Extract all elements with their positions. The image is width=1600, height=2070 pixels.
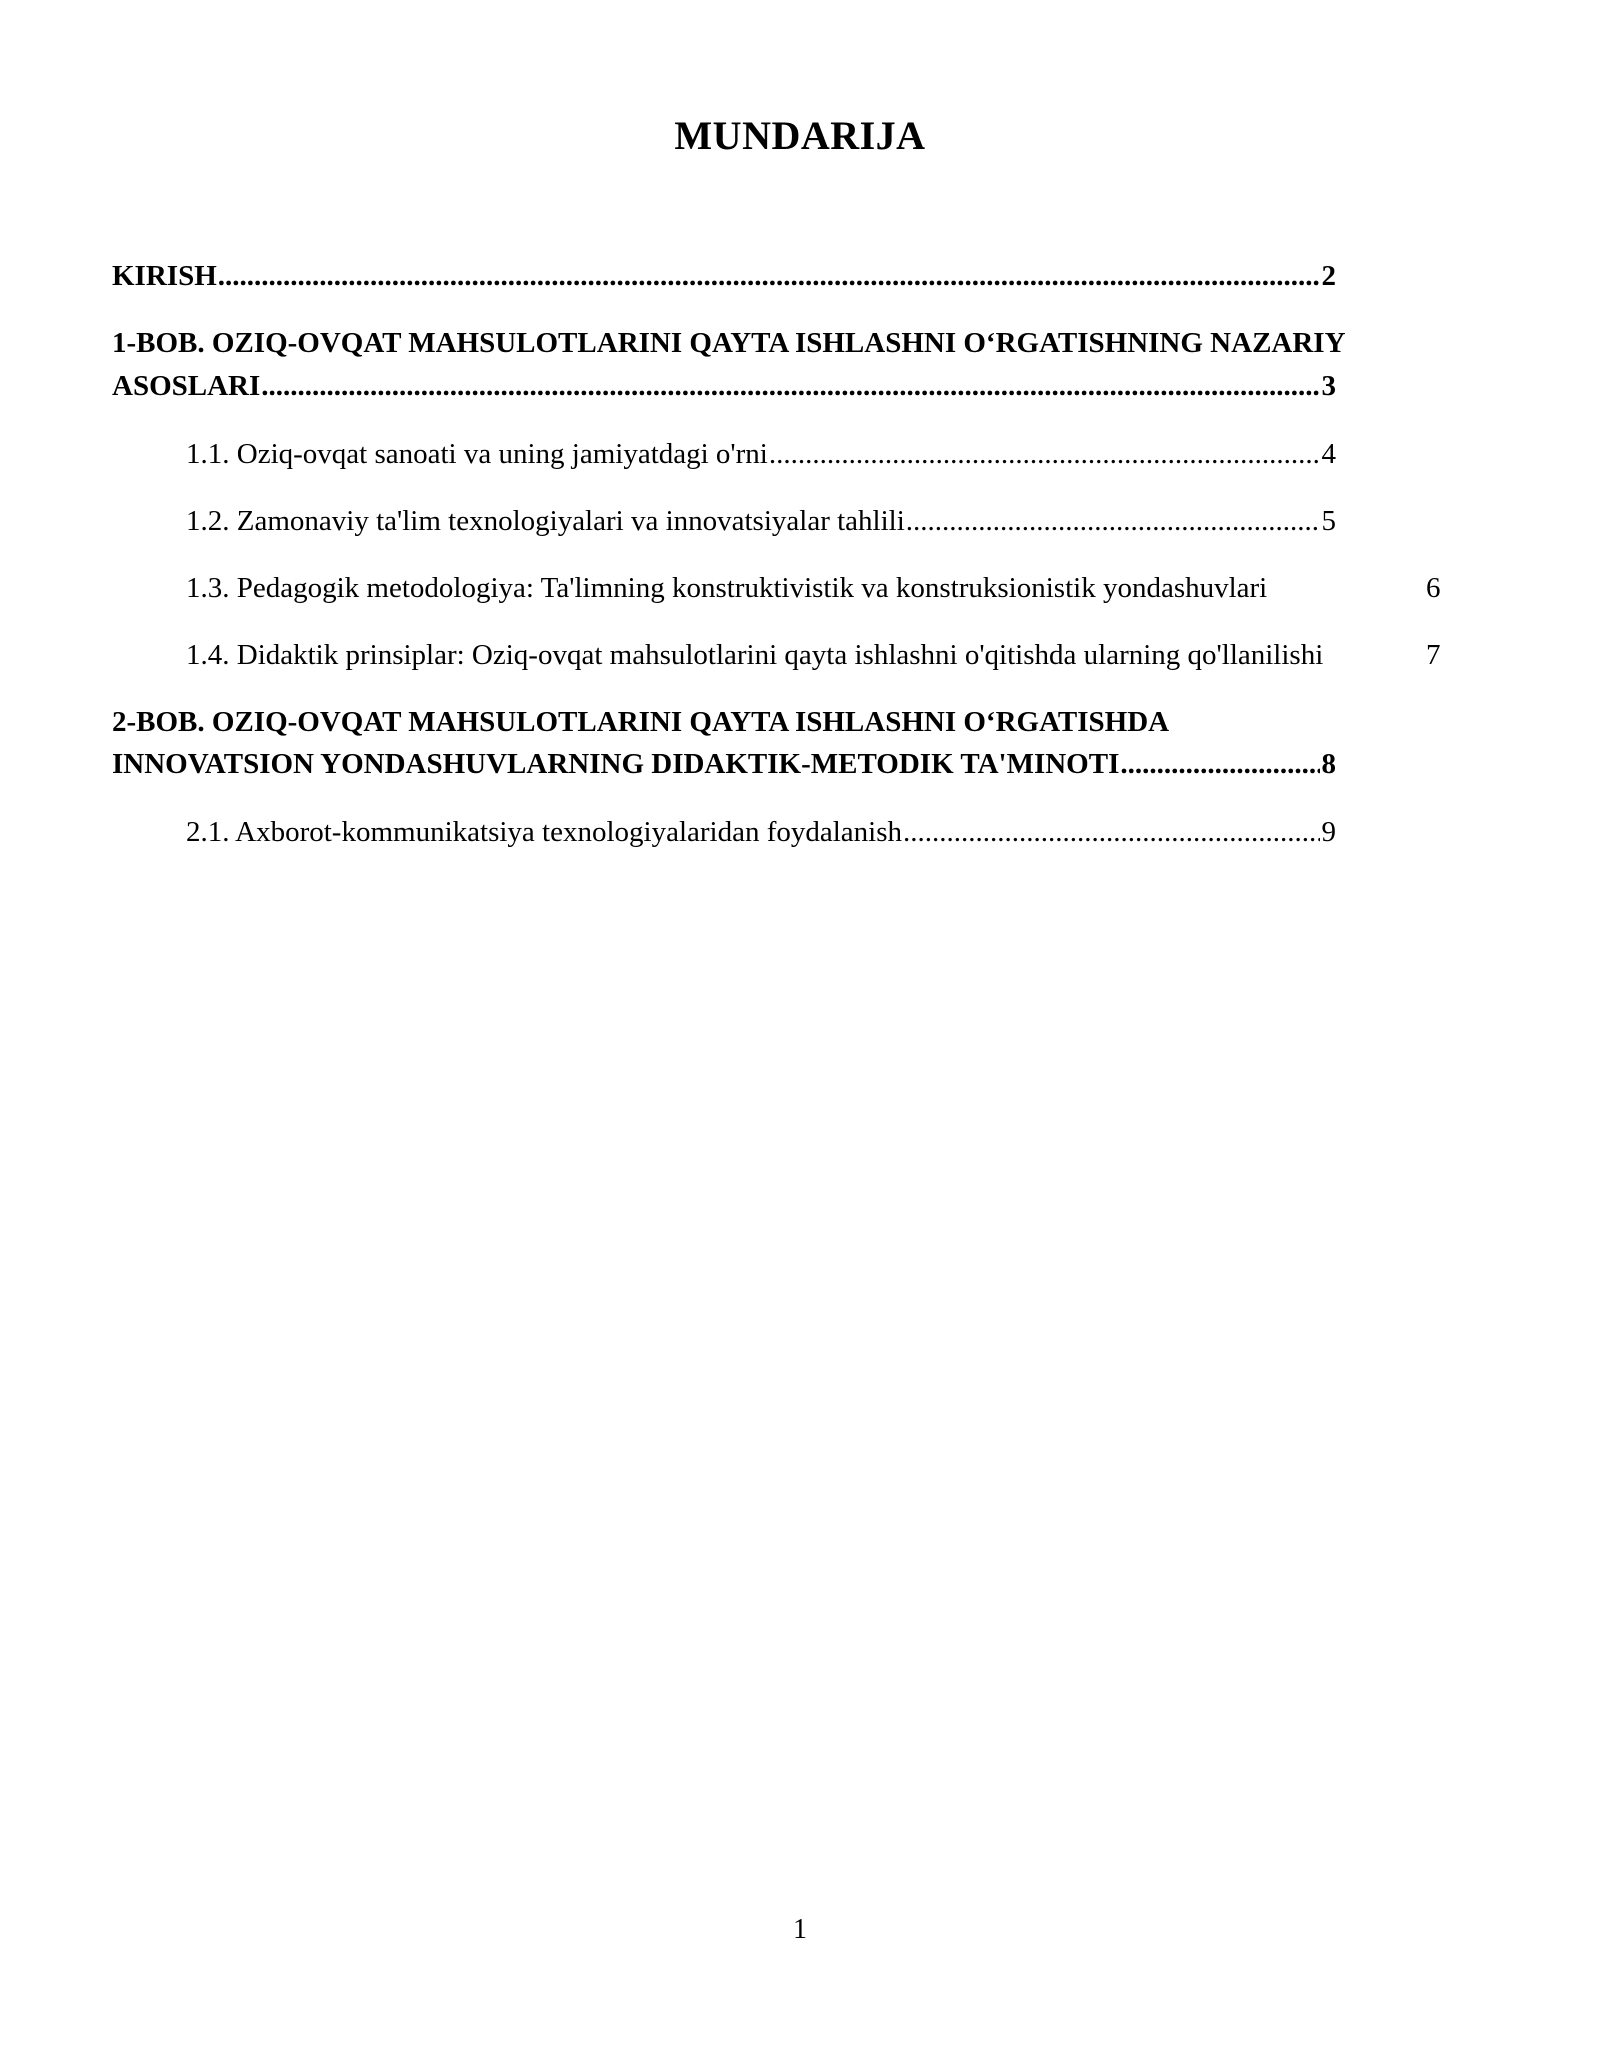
toc-leader-dots xyxy=(261,366,1319,406)
toc-entry-chapter1 xyxy=(112,366,1336,406)
toc-entry-text: KIRISH xyxy=(112,260,217,292)
toc-entry-section-1-3-text: 1.3. Pedagogik metodologiya: Ta'limning konstruktivistik va konstruksionistik yondashuvlari xyxy=(186,572,1268,604)
toc-page-number: 3 xyxy=(1321,370,1336,402)
toc-entry-section-1-2 xyxy=(186,501,1336,541)
toc-entry-text: 1.1. Oziq-ovqat sanoati va uning jamiyatdagi o'rni xyxy=(186,438,768,470)
toc-page-number: 5 xyxy=(1321,505,1336,537)
toc-leader-dots xyxy=(769,434,1320,474)
toc-page-number: 9 xyxy=(1321,816,1336,848)
toc-page-number: 4 xyxy=(1321,438,1336,470)
toc-entry-section-1-1 xyxy=(186,434,1336,474)
toc-entry-section-1-4-page: 7 xyxy=(1426,639,1441,671)
toc-entry-text: 1.2. Zamonaviy ta'lim texnologiyalari va innovatsiyalar tahlili xyxy=(186,505,905,537)
toc-entry-text: 2.1. Axborot-kommunikatsiya texnologiyalaridan foydalanish xyxy=(186,816,903,848)
toc-entry-section-2-1 xyxy=(186,812,1336,852)
toc-entry-chapter2 xyxy=(112,744,1336,784)
toc-chapter2-line1: 2-BOB. OZIQ-OVQAT MAHSULOTLARINI QAYTA ISHLASHNI O‘RGATISHDA xyxy=(112,706,1170,738)
toc-leader-dots xyxy=(903,812,1319,852)
toc-entry-section-1-4-text: 1.4. Didaktik prinsiplar: Oziq-ovqat mahsulotlarini qayta ishlashni o'qitishda ularning qo'llanilishi xyxy=(186,639,1324,671)
toc-entry-text: INNOVATSION YONDASHUVLARNING DIDAKTIK-METODIK TA'MINOTI xyxy=(112,748,1120,780)
toc-leader-dots xyxy=(1120,744,1319,784)
toc-entry-section-1-3-page: 6 xyxy=(1426,572,1441,604)
toc-leader-dots xyxy=(906,501,1320,541)
toc-page-number: 2 xyxy=(1321,260,1336,292)
toc-leader-dots xyxy=(218,256,1320,296)
toc-entry-intro xyxy=(112,256,1336,296)
toc-entry-text: ASOSLARI xyxy=(112,370,261,402)
toc-chapter1-line1: 1-BOB. OZIQ-OVQAT MAHSULOTLARINI QAYTA ISHLASHNI O‘RGATISHNING NAZARIY xyxy=(112,327,1346,359)
page-title: MUNDARIJA xyxy=(674,113,926,158)
toc-page-number: 8 xyxy=(1321,748,1336,780)
page-number-footer: 1 xyxy=(793,1914,807,1945)
